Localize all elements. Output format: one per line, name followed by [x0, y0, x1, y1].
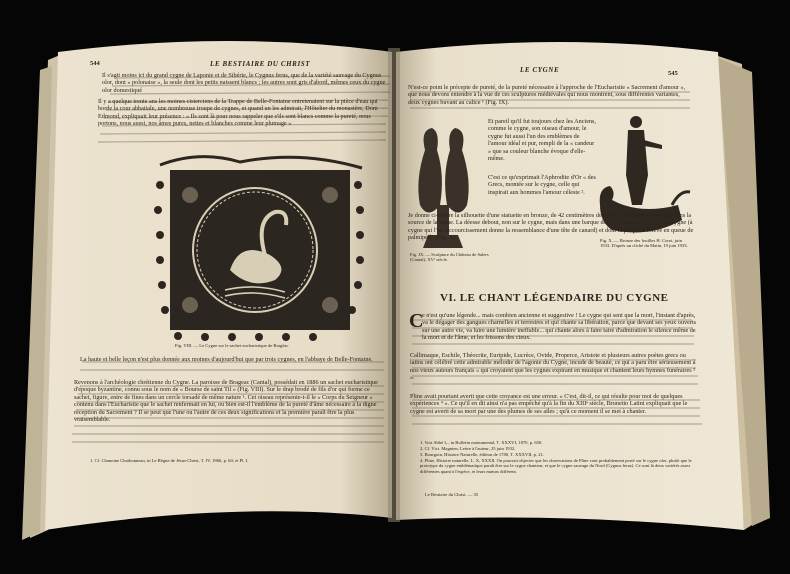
- right-para-3: C'est ce qu'exprimait l'Aphrodite d'Or « des Grecs, montée sur le cygne, celle qui inspirait aux hommes l'amour céleste ².: [488, 174, 596, 196]
- left-para-1: Il s'agit moins ici du grand cygne de Laponie et de Sibérie, le Cygnus ferus, que de la variété sauvage du Cygnus olor, dont « polonaise », la seule dont les petits naissent blancs ; les autres sont gris d'abord, mêmes ceux du cygne olor domestiqué: [102, 72, 386, 94]
- left-page-number: 544: [90, 60, 100, 67]
- left-footnote: 1. Cf. Chanoine Charbonneau, in Le Règne de Jésus-Christ, T. IV, 1866, p. 60, et Pl. I.: [90, 458, 249, 463]
- right-para-4: Je donne ci-contre la silhouette d'une statuette en bronze, de 42 centimètres de hauteur, trouvée récemment dans la source de la Seine. La déesse debout, non sur le cygne, mais dans une barque dont la proue est une tête de cygne (à cygne qui l'un raccourcissement donne la ressemblance d'une tête de canard) et dont la poupe se relève en queue de palmipède (Fig. X).: [408, 212, 694, 242]
- left-para-4: Revenons à l'archéologie chrétienne du Cygne. La paroisse de Brageac (Cantal), possédait en 1886 un sachet eucharistique d'époque byzantine, connu sous le nom de « Bourse de saint Til » (Fig. VIII). Sur le drap brodé de fils d'or qui forme ce sachet, figure, entre de fines dans un cercle torsadé de même nature ¹. Cet oiseau représente-t-il le « Corps du Seigneur » contenu dans l'Eucharistie que le sachet renfermait en lui, ou bien est-il l'emblème de la pureté d'âme nécessaire à la digne réception du Sacrement ? Il se peut que l'une ou l'autre de ces deux significations et la première paraît être la plus vraisemblable.: [74, 379, 378, 424]
- gutter-shadow: [388, 48, 400, 522]
- left-para-3: La haute et belle leçon n'est plus donnée aux moines d'aujourd'hui que par trois cygnes, en l'abbaye de Belle-Fontaine.: [80, 356, 373, 363]
- right-footnote-3: 3. Bourgoin, Histoire Naturelle, édition de 1780, T. XXXVII, p. 21.: [420, 452, 545, 457]
- right-footnote-1: 1. Voir Abbé L., in Bulletin monumental, T. XXXVI, 1870, p. 650.: [420, 440, 543, 445]
- right-para-6: Callimaque, Eschile, Théocrite, Euripide, Lucrèce, Ovide, Properce, Aristote et plusieurs autres poètes grecs ou latins ont célébré cette admirable mélodie de l'agonie du Cygne, incude de beauté, ce qui a paru être sérieusement à nos vieux auteurs français « qui croyaient que les cygnes expirant en musique et chantent leurs hymnes funéraires ³ ».: [410, 352, 696, 382]
- fig-10-caption: Fig. X. — Bronze des fouilles H. Corot, juin 1933. D'après un cliché du Matin, 19 juin 1933.: [600, 238, 688, 249]
- right-para-7: Pline avait pourtant averti que cette croyance est une erreur. « C'est, dit-il, ce qui résulte pour moi de quelques expériences ⁴ ». Ce qu'il en dit ainsi n'a pas empêché qu'à la fin du XIIIᵉ siècle, Brunetto Latini expliquait que le cygne est averti de sa mort par une des plumes de ses ailes ; qu'à ce moment il se met à chanter.: [410, 393, 688, 415]
- figure-8-swan-pouch: [154, 157, 364, 341]
- right-page-number: 545: [668, 70, 678, 77]
- signature-line: Le Bestiaire du Christ. — 35: [425, 492, 479, 497]
- right-footnote-2: 2. Cf. Vict. Magnien, Lettre à l'auteur, 25 juin 1932.: [420, 446, 516, 451]
- fig-8-caption: Fig. VIII. — Le Cygne sur le sachet eucharistique de Bragéac: [175, 343, 289, 348]
- left-para-2: Il y a quelque trente ans les moines cisterciens de la Trappe de Belle-Fontaine entretenaient sur la pièce d'eau qui borde la cour abbatiale, une nombreuse troupe de cygnes, et quand un les admirait, l'Hôtelier du monastère, Dom Edmond, expliquait leur présence : « Ils sont là pour nous rappeler que s'ils sont blancs comme la pureté, nous portons, nous aussi, nos âmes pures, nettes et blanches comme leur plumage »: [98, 98, 378, 128]
- chapter-heading: VI. LE CHANT LÉGENDAIRE DU CYGNE: [440, 292, 669, 304]
- right-footnote-4: 4. Pline, Histoire naturelle, L. X, XXXII. On pourrait objecter que les observations de Pline vont probablement porté sur le cygne olor, plutôt que le prototype du cygne emblématique paraît être sur le cygne chanteur, et que le cygne sauvage du Nord (Cygnus ferus). Ce sont là deux variétés assez différentes quant à l'espèce, et leurs mœurs différent.: [420, 458, 692, 474]
- right-para-5: e n'est qu'une légende... mais combien ancienne et suggestive ! Le cygne qui sent que la mort, l'instant d'après, va le dégager des gangues charnelles et terrestres et qui chante sa libération, parce que devant ses yeux ouverts sur une autre vie, va luire une lumière ineffable... qui chante alors à faire taire d'admiration le silence même de la mort et de l'âme, et les frissons des cieux.: [422, 312, 697, 342]
- left-running-head: LE BESTIAIRE DU CHRIST: [210, 60, 311, 68]
- right-para-1: N'est-ce point le précepte de pureté, de la pureté nécessaire à l'approche de l'Eucharistie « Sacrement d'amour », que nous devons entendre à la vue de ces sculptures médiévales qui nous montrent, sous différentes variantes, deux cygnes buvant au calice ¹ (Fig. IX).: [408, 84, 686, 106]
- right-running-head: LE CYGNE: [520, 66, 560, 74]
- drop-cap: C: [409, 310, 424, 332]
- fig-9-caption: Fig. IX. — Sculpture du Château de Salers (Cantal), XVᵉ siècle.: [410, 252, 489, 263]
- right-para-2: Et pareil qu'il fut toujours chez les Anciens, comme le cygne, son oiseau d'amour, le cygne fut aussi l'un des emblèmes de l'amour idéal et pur, rempli de la « candeur » que sa couleur blanche évoque d'elle-même.: [488, 118, 596, 163]
